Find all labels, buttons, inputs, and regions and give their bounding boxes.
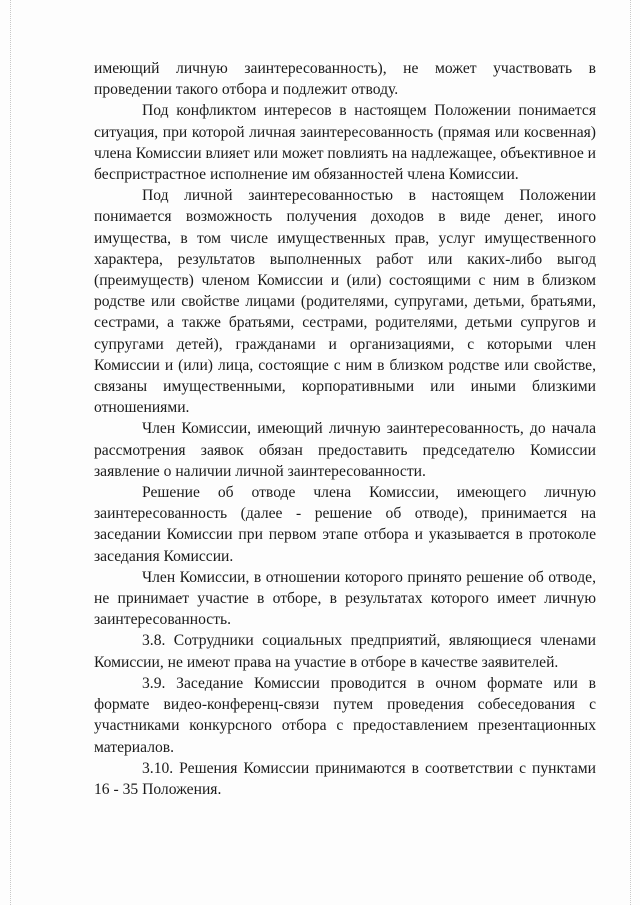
scan-edge-right <box>630 0 632 905</box>
paragraph-conflict-of-interest: Под конфликтом интересов в настоящем Положении понимается ситуация, при которой личная заинтересованность (прямая или косвенная) члена Комиссии влияет или может повлиять на надлежащее, объективное и беспристрастное исполнение им обязанностей члена Комиссии. <box>94 102 596 184</box>
paragraph-statement-obligation: Член Комиссии, имеющий личную заинтересованность, до начала рассмотрения заявок обязан предоставить председателю Комиссии заявление о наличии личной заинтересованности. <box>94 420 596 480</box>
paragraph-clause-3-8: 3.8. Сотрудники социальных предприятий, являющиеся членами Комиссии, не имеют права на участие в отборе в качестве заявителей. <box>94 632 596 671</box>
scan-edge-left <box>10 0 12 905</box>
paragraph-continuation: имеющий личную заинтересованность), не может участвовать в проведении такого отбора и подлежит отводу. <box>94 60 596 99</box>
paragraph-personal-interest: Под личной заинтересованностью в настоящем Положении понимается возможность получения доходов в виде денег, иного имущества, в том числе имущественных прав, услуг имущественного характера, результатов выполненных работ или каких-либо выгод (преимуществ) членом Комиссии и (или) состоящими с ним в близком родстве или свойстве лицами (родителями, супругами, детьми, братьями, сестрами, а также братьями, сестрами, родителями, детьми супругов и супругами детей), гражданами и организациями, с которыми член Комиссии и (или) лица, состоящие с ним в близком родстве или свойстве, связаны имущественными, корпоративными или иными близкими отношениями. <box>94 187 596 417</box>
paragraph-clause-3-10: 3.10. Решения Комиссии принимаются в соответствии с пунктами 16 - 35 Положения. <box>94 759 596 798</box>
paragraph-recusal-decision: Решение об отводе члена Комиссии, имеющего личную заинтересованность (далее - решение об отводе), принимается на заседании Комиссии при первом этапе отбора и указывается в протоколе заседания Комиссии. <box>94 484 596 565</box>
paragraph-clause-3-9: 3.9. Заседание Комиссии проводится в очном формате или в формате видео-конференц-связи путем проведения собеседования с участниками конкурсного отбора с предоставлением презентационных материалов. <box>94 674 596 756</box>
document-body <box>94 58 596 800</box>
paragraph-recused-member: Член Комиссии, в отношении которого принято решение об отводе, не принимает участие в отборе, в результатах которого имеет личную заинтересованность. <box>94 568 596 629</box>
